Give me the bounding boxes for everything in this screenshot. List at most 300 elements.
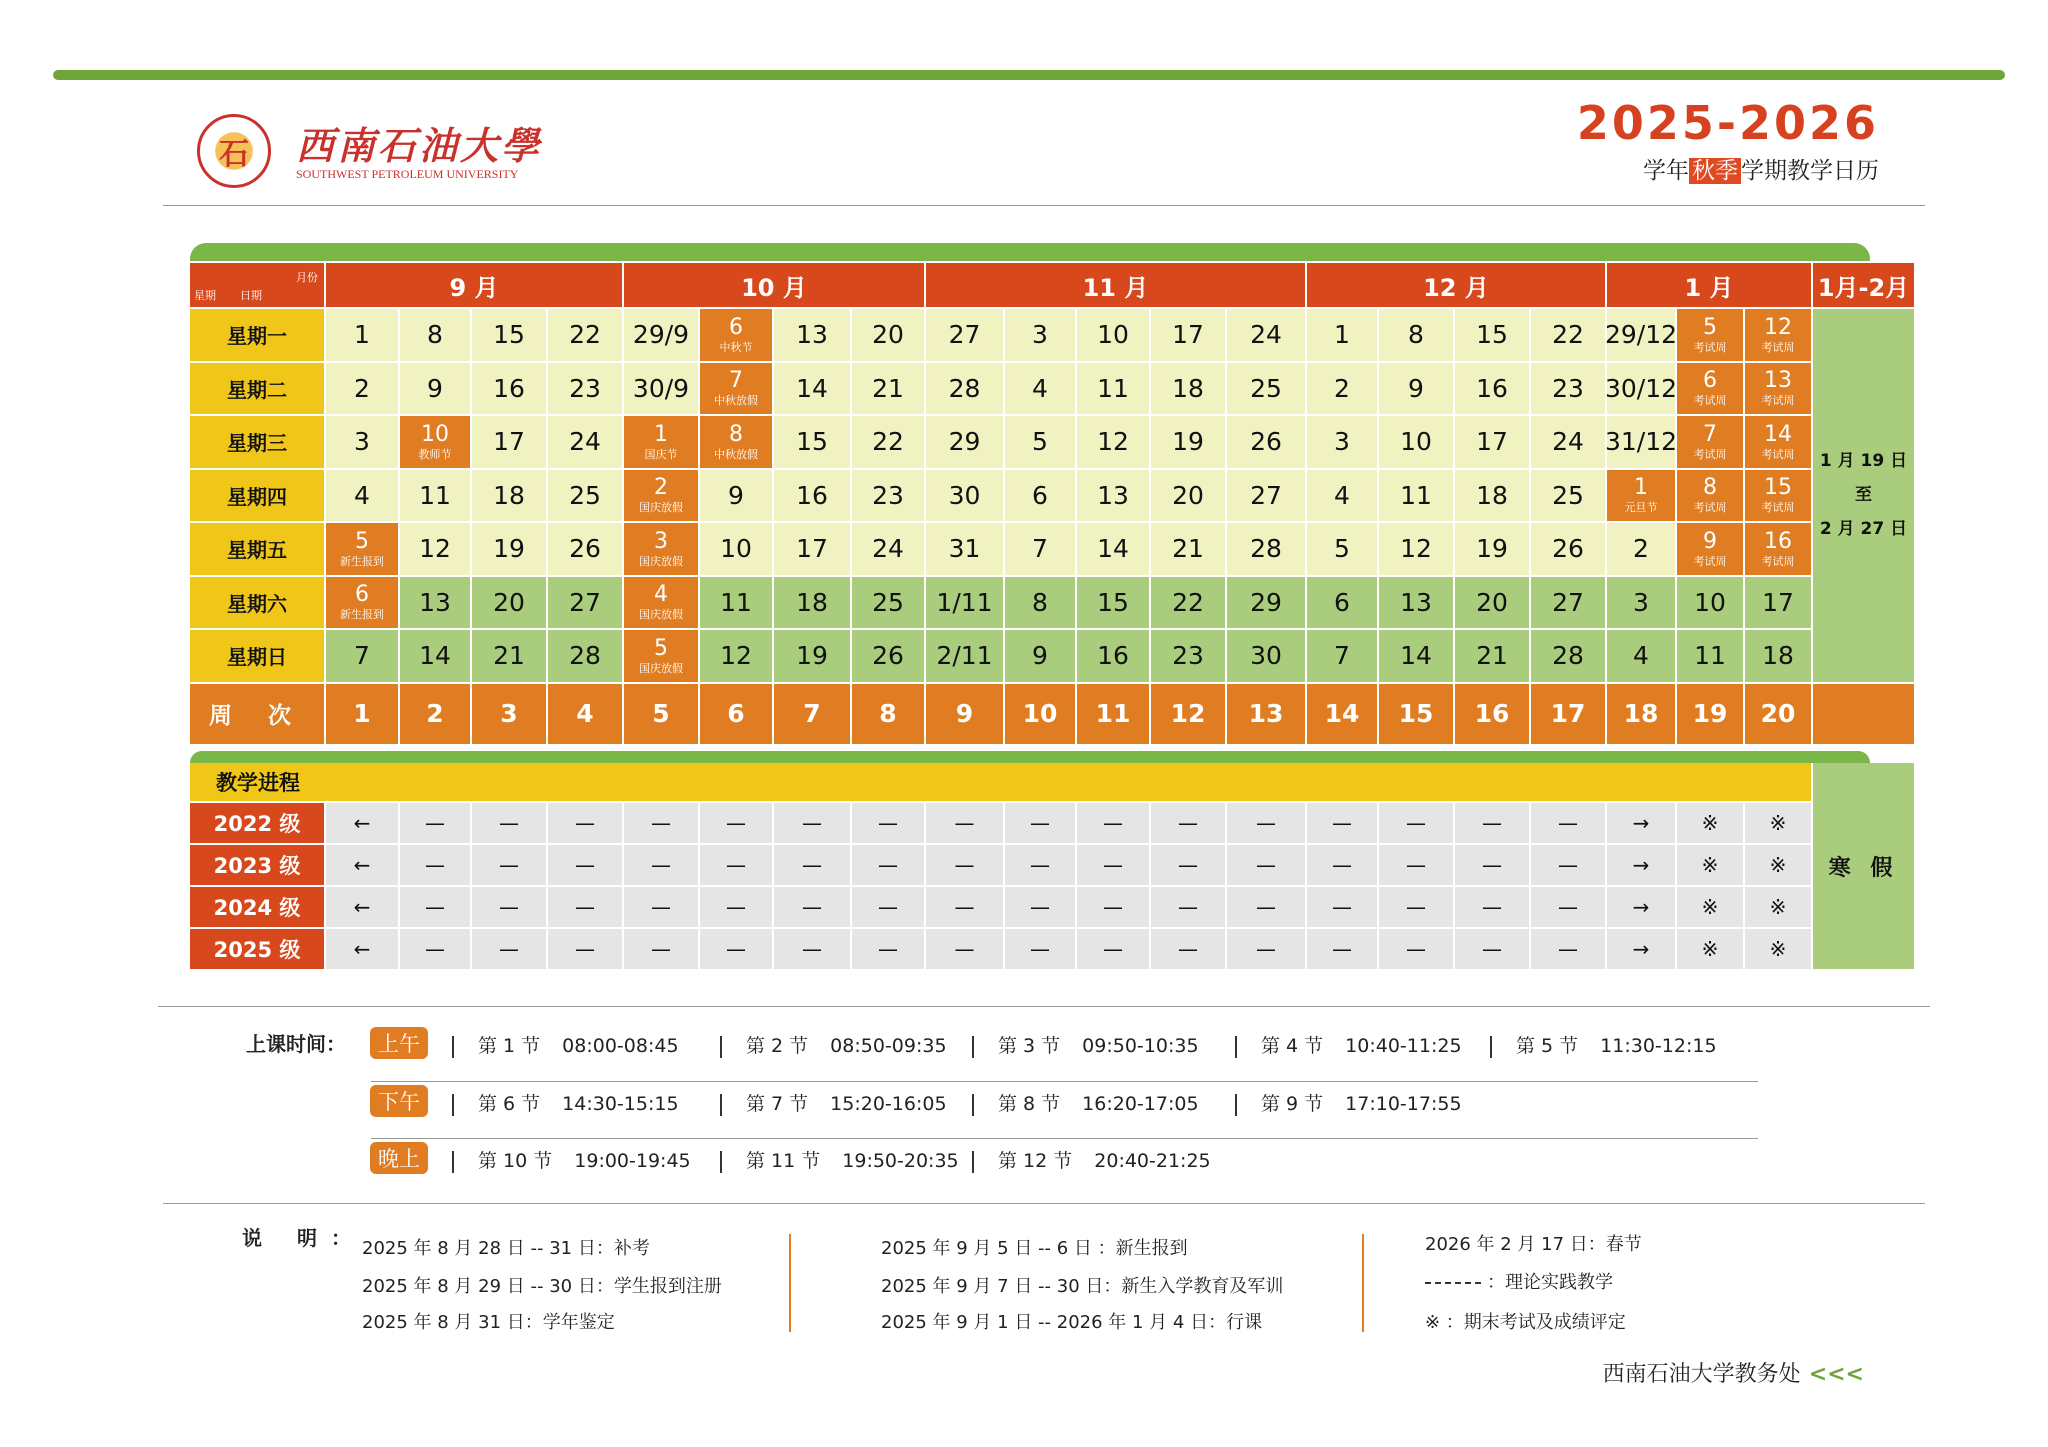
slot-divider xyxy=(972,1036,974,1058)
progress-dash: — xyxy=(852,845,924,885)
progress-dash: — xyxy=(548,845,622,885)
date-cell: 16 xyxy=(1077,630,1149,682)
holiday-label: 考试周 xyxy=(1693,340,1727,354)
date-cell: 3 xyxy=(1607,577,1675,629)
note-1-2: 2025 年 8 月 29 日 -- 30 日：学生报到注册 xyxy=(362,1276,722,1297)
progress-dash: — xyxy=(1227,845,1305,885)
date-cell: 14 xyxy=(1379,630,1453,682)
arrow-icon: → xyxy=(1607,887,1675,927)
date-cell: 7 xyxy=(1307,630,1377,682)
week-number: 11 xyxy=(1077,684,1149,744)
slot-divider xyxy=(972,1094,974,1116)
date-cell: 9 xyxy=(1005,630,1075,682)
period-number: 第 10 节 xyxy=(478,1150,553,1172)
date-cell: 19 xyxy=(1455,523,1529,575)
holiday-label: 国庆放假 xyxy=(639,501,683,515)
date-cell: 17 xyxy=(472,416,546,468)
holiday-label: 考试周 xyxy=(1693,501,1727,515)
class-slot xyxy=(972,1146,1211,1173)
period-tag: 晚上 xyxy=(370,1142,428,1174)
slot-divider xyxy=(1235,1036,1237,1058)
date-cell: 17 xyxy=(1151,309,1225,361)
progress-dash: — xyxy=(926,803,1003,843)
progress-dash: — xyxy=(1151,929,1225,969)
holiday-label: 教师节 xyxy=(418,447,452,461)
holiday-cell xyxy=(1677,309,1743,361)
date-cell: 26 xyxy=(548,523,622,575)
exam-mark: ※ xyxy=(1745,803,1811,843)
date-number: 16 xyxy=(1764,528,1792,554)
holiday-cell xyxy=(1677,416,1743,468)
holiday-label: 考试周 xyxy=(1761,394,1795,408)
slot-divider xyxy=(1490,1036,1492,1058)
holiday-cell xyxy=(700,363,772,415)
date-cell: 11 xyxy=(1077,363,1149,415)
date-cell: 29/12 xyxy=(1607,309,1675,361)
date-cell: 28 xyxy=(1531,630,1605,682)
holiday-label: 考试周 xyxy=(1761,501,1795,515)
date-cell: 4 xyxy=(1307,470,1377,522)
chevron-left-icon: <<< xyxy=(1808,1362,1864,1387)
week-number: 8 xyxy=(852,684,924,744)
date-cell: 28 xyxy=(548,630,622,682)
progress-dash: — xyxy=(400,803,470,843)
progress-dash: — xyxy=(400,887,470,927)
date-cell: 11 xyxy=(400,470,470,522)
date-cell: 31/12 xyxy=(1607,416,1675,468)
date-number: 14 xyxy=(1764,421,1792,447)
period-number: 第 4 节 xyxy=(1261,1035,1324,1057)
progress-dash: — xyxy=(700,887,772,927)
week-number: 16 xyxy=(1455,684,1529,744)
date-cell: 13 xyxy=(1077,470,1149,522)
winter-break: 寒 假 xyxy=(1813,763,1914,969)
progress-dash: — xyxy=(1005,845,1075,885)
progress-dash: — xyxy=(774,887,850,927)
date-number: 6 xyxy=(1703,368,1717,394)
date-number: 12 xyxy=(1764,314,1792,340)
date-cell: 12 xyxy=(400,523,470,575)
month-header: 1月-2月 xyxy=(1813,263,1914,307)
progress-dash: — xyxy=(1227,929,1305,969)
grade-label: 2023 级 xyxy=(190,845,324,885)
week-number-blank xyxy=(1813,684,1914,744)
progress-dash: — xyxy=(548,803,622,843)
date-cell: 27 xyxy=(1531,577,1605,629)
arrow-icon: ← xyxy=(326,929,398,969)
holiday-cell xyxy=(1745,363,1811,415)
dashed-arrow-icon xyxy=(1425,1282,1481,1284)
month-header: 9 月 xyxy=(326,263,622,307)
note-3-1: 2026 年 2 月 17 日：春节 xyxy=(1425,1234,1642,1255)
date-cell: 19 xyxy=(774,630,850,682)
holiday-label: 考试周 xyxy=(1693,554,1727,568)
progress-dash: — xyxy=(1077,803,1149,843)
date-cell: 7 xyxy=(326,630,398,682)
progress-dash: — xyxy=(1455,887,1529,927)
date-cell: 24 xyxy=(852,523,924,575)
progress-dash: — xyxy=(774,845,850,885)
week-number: 4 xyxy=(548,684,622,744)
date-cell: 15 xyxy=(774,416,850,468)
date-cell: 22 xyxy=(852,416,924,468)
arrow-icon: → xyxy=(1607,803,1675,843)
period-time: 16:20-17:05 xyxy=(1082,1093,1199,1115)
notes-separator-1 xyxy=(789,1234,791,1332)
period-time: 10:40-11:25 xyxy=(1345,1035,1462,1057)
progress-dash: — xyxy=(1227,803,1305,843)
date-cell: 16 xyxy=(774,470,850,522)
winter-break-range xyxy=(1813,309,1914,682)
progress-dash: — xyxy=(1531,803,1605,843)
exam-mark: ※ xyxy=(1745,845,1811,885)
date-cell: 10 xyxy=(1077,309,1149,361)
date-number: 5 xyxy=(355,528,369,554)
period-number: 第 6 节 xyxy=(478,1093,541,1115)
holiday-label: 国庆放假 xyxy=(639,554,683,568)
date-cell: 16 xyxy=(1455,363,1529,415)
date-cell: 26 xyxy=(1227,416,1305,468)
progress-dash: — xyxy=(1151,845,1225,885)
progress-dash: — xyxy=(926,929,1003,969)
date-cell: 6 xyxy=(1005,470,1075,522)
arrow-icon: → xyxy=(1607,929,1675,969)
week-number: 17 xyxy=(1531,684,1605,744)
top-green-bar xyxy=(53,70,2005,80)
holiday-cell xyxy=(400,416,470,468)
date-cell: 25 xyxy=(1531,470,1605,522)
date-cell: 30 xyxy=(926,470,1003,522)
corner-weekday: 星期 xyxy=(194,289,216,302)
class-slot xyxy=(720,1089,947,1116)
progress-dash: — xyxy=(1379,929,1453,969)
winter-range-line: 至 xyxy=(1855,485,1872,506)
schedule-divider xyxy=(163,1203,1925,1204)
holiday-label: 中秋放假 xyxy=(714,447,758,461)
subtitle-pre: 学年 xyxy=(1643,158,1689,184)
progress-dash: — xyxy=(472,887,546,927)
holiday-label: 考试周 xyxy=(1761,447,1795,461)
period-number: 第 3 节 xyxy=(998,1035,1061,1057)
progress-cap xyxy=(190,751,1870,763)
month-header: 1 月 xyxy=(1607,263,1811,307)
progress-dash: — xyxy=(1379,845,1453,885)
date-cell: 28 xyxy=(926,363,1003,415)
university-name-cn: 西南石油大學 xyxy=(296,123,543,168)
date-cell: 3 xyxy=(1307,416,1377,468)
date-cell: 12 xyxy=(1077,416,1149,468)
progress-dash: — xyxy=(1379,887,1453,927)
date-number: 8 xyxy=(729,421,743,447)
class-slot xyxy=(972,1031,1199,1058)
date-cell: 23 xyxy=(852,470,924,522)
date-number: 1 xyxy=(1634,475,1648,501)
date-cell: 27 xyxy=(1227,470,1305,522)
grade-label: 2022 级 xyxy=(190,803,324,843)
progress-dash: — xyxy=(1307,929,1377,969)
holiday-cell xyxy=(1745,416,1811,468)
date-cell: 4 xyxy=(1005,363,1075,415)
date-cell: 25 xyxy=(548,470,622,522)
period-time: 08:00-08:45 xyxy=(562,1035,679,1057)
period-time: 15:20-16:05 xyxy=(830,1093,947,1115)
date-number: 3 xyxy=(654,528,668,554)
note-3-2 xyxy=(1425,1268,1613,1294)
week-number: 1 xyxy=(326,684,398,744)
slot-divider xyxy=(452,1036,454,1058)
holiday-label: 考试周 xyxy=(1693,394,1727,408)
date-number: 10 xyxy=(421,421,449,447)
date-cell: 19 xyxy=(1151,416,1225,468)
progress-dash: — xyxy=(624,929,698,969)
weekday-header: 星期一 xyxy=(190,309,324,361)
holiday-cell xyxy=(1677,363,1743,415)
issuing-office xyxy=(1603,1357,1864,1388)
progress-dash: — xyxy=(1531,887,1605,927)
exam-mark: ※ xyxy=(1745,887,1811,927)
week-number: 6 xyxy=(700,684,772,744)
date-cell: 23 xyxy=(548,363,622,415)
date-cell: 26 xyxy=(852,630,924,682)
date-cell: 5 xyxy=(1307,523,1377,575)
class-slot xyxy=(452,1089,679,1116)
period-time: 14:30-15:15 xyxy=(562,1093,679,1115)
date-cell: 13 xyxy=(400,577,470,629)
holiday-cell xyxy=(326,577,398,629)
progress-dash: — xyxy=(1005,929,1075,969)
date-cell: 18 xyxy=(472,470,546,522)
date-cell: 24 xyxy=(1227,309,1305,361)
holiday-cell xyxy=(624,470,698,522)
date-cell: 1 xyxy=(1307,309,1377,361)
slot-divider xyxy=(720,1151,722,1173)
holiday-label: 新生报到 xyxy=(340,608,384,622)
holiday-cell xyxy=(700,416,772,468)
date-cell: 8 xyxy=(400,309,470,361)
date-cell: 29/9 xyxy=(624,309,698,361)
progress-dash: — xyxy=(472,929,546,969)
date-cell: 3 xyxy=(326,416,398,468)
office-name: 西南石油大学教务处 xyxy=(1602,1362,1801,1387)
progress-dash: — xyxy=(548,929,622,969)
progress-dash: — xyxy=(400,929,470,969)
arrow-icon: → xyxy=(1607,845,1675,885)
date-cell: 14 xyxy=(774,363,850,415)
university-logo xyxy=(197,114,271,188)
subtitle-post: 学期教学日历 xyxy=(1741,158,1879,184)
progress-dash: — xyxy=(852,803,924,843)
period-time: 11:30-12:15 xyxy=(1600,1035,1717,1057)
slot-divider xyxy=(720,1094,722,1116)
holiday-cell xyxy=(326,523,398,575)
progress-dash: — xyxy=(1005,887,1075,927)
date-cell: 16 xyxy=(472,363,546,415)
class-slot xyxy=(1235,1089,1462,1116)
holiday-cell xyxy=(1745,309,1811,361)
progress-dash: — xyxy=(926,845,1003,885)
subtitle-highlight: 秋季 xyxy=(1689,158,1741,184)
holiday-label: 国庆放假 xyxy=(639,608,683,622)
holiday-label: 考试周 xyxy=(1761,340,1795,354)
weekday-header: 星期三 xyxy=(190,416,324,468)
progress-dash: — xyxy=(1455,803,1529,843)
corner-date: 日期 xyxy=(240,289,262,302)
date-cell: 3 xyxy=(1005,309,1075,361)
date-cell: 25 xyxy=(852,577,924,629)
holiday-label: 中秋节 xyxy=(719,340,753,354)
month-header: 12 月 xyxy=(1307,263,1605,307)
grade-label: 2024 级 xyxy=(190,887,324,927)
date-number: 5 xyxy=(654,635,668,661)
date-cell: 21 xyxy=(1455,630,1529,682)
class-slot xyxy=(972,1089,1199,1116)
progress-dash: — xyxy=(624,887,698,927)
period-tag: 下午 xyxy=(370,1085,428,1117)
slot-divider xyxy=(452,1151,454,1173)
date-cell: 29 xyxy=(1227,577,1305,629)
holiday-cell xyxy=(624,416,698,468)
progress-dash: — xyxy=(1531,929,1605,969)
class-slot xyxy=(452,1031,679,1058)
class-slot xyxy=(1235,1031,1462,1058)
date-cell: 15 xyxy=(1455,309,1529,361)
date-cell: 7 xyxy=(1005,523,1075,575)
week-label: 周 次 xyxy=(190,684,324,744)
date-cell: 10 xyxy=(1677,577,1743,629)
note-1-3: 2025 年 8 月 31 日：学年鉴定 xyxy=(362,1312,615,1333)
slot-divider xyxy=(452,1094,454,1116)
date-cell: 2 xyxy=(1307,363,1377,415)
period-number: 第 1 节 xyxy=(478,1035,541,1057)
date-cell: 17 xyxy=(774,523,850,575)
calendar-subtitle xyxy=(1643,152,1879,185)
date-cell: 6 xyxy=(1307,577,1377,629)
period-time: 08:50-09:35 xyxy=(830,1035,947,1057)
date-cell: 22 xyxy=(1531,309,1605,361)
date-cell: 21 xyxy=(852,363,924,415)
arrow-icon: ← xyxy=(326,803,398,843)
date-cell: 24 xyxy=(1531,416,1605,468)
period-time: 17:10-17:55 xyxy=(1345,1093,1462,1115)
holiday-label: 中秋放假 xyxy=(714,394,758,408)
date-cell: 1 xyxy=(326,309,398,361)
date-cell: 22 xyxy=(1151,577,1225,629)
date-cell: 2 xyxy=(326,363,398,415)
date-number: 4 xyxy=(654,582,668,608)
class-slot xyxy=(452,1146,691,1173)
week-number: 13 xyxy=(1227,684,1305,744)
date-number: 5 xyxy=(1703,314,1717,340)
period-time: 09:50-10:35 xyxy=(1082,1035,1199,1057)
weekday-header: 星期四 xyxy=(190,470,324,522)
progress-dash: — xyxy=(700,803,772,843)
week-number: 20 xyxy=(1745,684,1811,744)
progress-dash: — xyxy=(700,929,772,969)
date-number: 6 xyxy=(729,314,743,340)
date-cell: 17 xyxy=(1745,577,1811,629)
week-number: 19 xyxy=(1677,684,1743,744)
date-cell: 27 xyxy=(926,309,1003,361)
progress-divider xyxy=(158,1006,1930,1007)
progress-dash: — xyxy=(1077,887,1149,927)
schedule-line-2 xyxy=(371,1138,1758,1139)
date-cell: 18 xyxy=(1455,470,1529,522)
holiday-label: 国庆放假 xyxy=(639,661,683,675)
grade-label: 2025 级 xyxy=(190,929,324,969)
date-number: 13 xyxy=(1764,368,1792,394)
progress-dash: — xyxy=(472,803,546,843)
arrow-icon: ← xyxy=(326,845,398,885)
holiday-cell xyxy=(624,630,698,682)
weekday-header: 星期五 xyxy=(190,523,324,575)
date-cell: 30 xyxy=(1227,630,1305,682)
holiday-cell xyxy=(1745,523,1811,575)
holiday-cell xyxy=(624,523,698,575)
period-number: 第 11 节 xyxy=(746,1150,821,1172)
date-cell: 18 xyxy=(1745,630,1811,682)
period-number: 第 7 节 xyxy=(746,1093,809,1115)
holiday-label: 考试周 xyxy=(1693,447,1727,461)
date-cell: 8 xyxy=(1005,577,1075,629)
weekday-header: 星期六 xyxy=(190,577,324,629)
holiday-label: 考试周 xyxy=(1761,554,1795,568)
progress-dash: — xyxy=(1531,845,1605,885)
weekday-header: 星期二 xyxy=(190,363,324,415)
progress-title: 教学进程 xyxy=(190,763,1811,801)
progress-dash: — xyxy=(926,887,1003,927)
date-cell: 4 xyxy=(326,470,398,522)
period-number: 第 9 节 xyxy=(1261,1093,1324,1115)
notes-heading: 说 明： xyxy=(242,1226,365,1250)
date-cell: 20 xyxy=(1455,577,1529,629)
week-number: 7 xyxy=(774,684,850,744)
date-number: 7 xyxy=(1703,421,1717,447)
progress-dash: — xyxy=(1227,887,1305,927)
progress-dash: — xyxy=(774,929,850,969)
holiday-cell xyxy=(1745,470,1811,522)
date-cell: 10 xyxy=(700,523,772,575)
progress-dash: — xyxy=(400,845,470,885)
schedule-label: 上课时间： xyxy=(246,1032,346,1056)
exam-mark: ※ xyxy=(1677,929,1743,969)
note-2-2: 2025 年 9 月 7 日 -- 30 日：新生入学教育及军训 xyxy=(881,1276,1284,1297)
note-1-1: 2025 年 8 月 28 日 -- 31 日：补考 xyxy=(362,1238,650,1259)
progress-dash: — xyxy=(1151,803,1225,843)
period-time: 20:40-21:25 xyxy=(1094,1150,1211,1172)
period-time: 19:00-19:45 xyxy=(574,1150,691,1172)
date-cell: 20 xyxy=(1151,470,1225,522)
progress-dash: — xyxy=(1077,929,1149,969)
exam-mark: ※ xyxy=(1745,929,1811,969)
week-number: 18 xyxy=(1607,684,1675,744)
progress-dash: — xyxy=(852,887,924,927)
date-cell: 21 xyxy=(472,630,546,682)
holiday-cell xyxy=(624,577,698,629)
date-cell: 29 xyxy=(926,416,1003,468)
header-divider xyxy=(163,205,1925,206)
date-cell: 26 xyxy=(1531,523,1605,575)
date-number: 1 xyxy=(654,421,668,447)
progress-dash: — xyxy=(852,929,924,969)
date-cell: 22 xyxy=(548,309,622,361)
period-number: 第 8 节 xyxy=(998,1093,1061,1115)
week-number: 9 xyxy=(926,684,1003,744)
progress-dash: — xyxy=(624,845,698,885)
date-cell: 18 xyxy=(774,577,850,629)
date-cell: 2/11 xyxy=(926,630,1003,682)
date-cell: 12 xyxy=(1379,523,1453,575)
weekday-header: 星期日 xyxy=(190,630,324,682)
